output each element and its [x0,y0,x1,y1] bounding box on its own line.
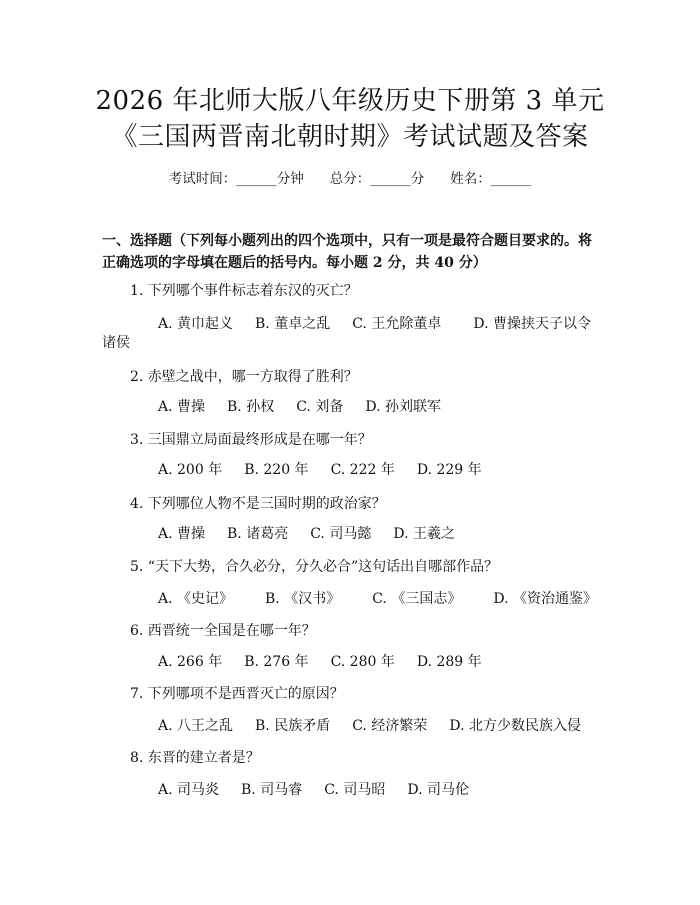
option-b: B. 220 年 [244,462,309,478]
option-d: D. 229 年 [416,462,482,478]
question-4: 4. 下列哪位人物不是三国时期的政治家？ [130,496,386,512]
option-a: A. 200 年 [158,462,223,478]
option-d: D. 289 年 [416,654,482,670]
option-b: B. 孙权 [227,399,275,415]
option-b: B. 民族矛盾 [255,718,331,734]
student-name: 姓名：______ [450,171,532,187]
question-7: 7. 下列哪项不是西晋灭亡的原因？ [130,686,344,702]
option-a: A. 黄巾起义 [158,316,234,332]
option-c: C. 222 年 [330,462,395,478]
exam-meta [0,170,700,188]
option-a: A. 《史记》 [158,591,234,607]
title-line-1: 2026 年北师大版八年级历史下册第 3 单元 [95,86,605,116]
option-d: D. 《资治通鉴》 [493,591,597,607]
option-b: B. 《汉书》 [265,591,341,607]
options-5 [158,590,597,608]
option-b: B. 276 年 [244,654,309,670]
section-heading: 一、选择题（下列每小题列出的四个选项中，只有一项是最符合题目要求的。将正确选项的字母填在题后的括号内。每小题 2 分，共 40 分） [102,233,592,271]
option-c: C. 刘备 [296,399,344,415]
options-6 [158,653,482,671]
option-a: A. 266 年 [158,654,223,670]
option-a: A. 司马炎 [158,782,220,798]
option-d: D. 王羲之 [393,526,455,542]
question-3: 3. 三国鼎立局面最终形成是在哪一年？ [130,432,372,448]
option-d: D. 孙刘联军 [365,399,441,415]
option-c: C. 280 年 [330,654,395,670]
options-2 [158,398,441,416]
options-4 [158,525,455,543]
option-c: C. 司马懿 [310,526,372,542]
option-c: C. 司马昭 [324,782,386,798]
option-a: A. 曹操 [158,526,206,542]
question-5: 5. “天下大势，合久必分，分久必合”这句话出自哪部作品？ [130,559,499,575]
options-8 [158,781,469,799]
question-1: 1. 下列哪个事件标志着东汉的灭亡？ [130,283,358,299]
title-line-2: 《三国两晋南北朝时期》考试试题及答案 [111,122,589,152]
question-6: 6. 西晋统一全国是在哪一年？ [130,623,316,639]
options-3 [158,461,482,479]
option-c: C. 经济繁荣 [352,718,428,734]
option-a: A. 八王之乱 [158,718,234,734]
option-c: C. 《三国志》 [372,591,462,607]
options-1 [158,315,591,333]
option-b: B. 司马睿 [241,782,303,798]
option-d: D. 北方少数民族入侵 [449,718,581,734]
option-d-wrap: 诸侯 [102,335,130,351]
option-c: C. 王允除董卓 [352,316,442,332]
option-d: D. 司马伦 [407,782,469,798]
total-score: 总分：______分 [329,171,425,187]
option-d: D. 曹操挟天子以令 [473,316,591,332]
exam-time: 考试时间：______分钟 [168,171,304,187]
question-2: 2. 赤壁之战中，哪一方取得了胜利？ [130,369,358,385]
option-b: B. 董卓之乱 [255,316,331,332]
option-b: B. 诸葛亮 [227,526,289,542]
options-7 [158,717,581,735]
option-a: A. 曹操 [158,399,206,415]
question-8: 8. 东晋的建立者是？ [130,750,260,766]
